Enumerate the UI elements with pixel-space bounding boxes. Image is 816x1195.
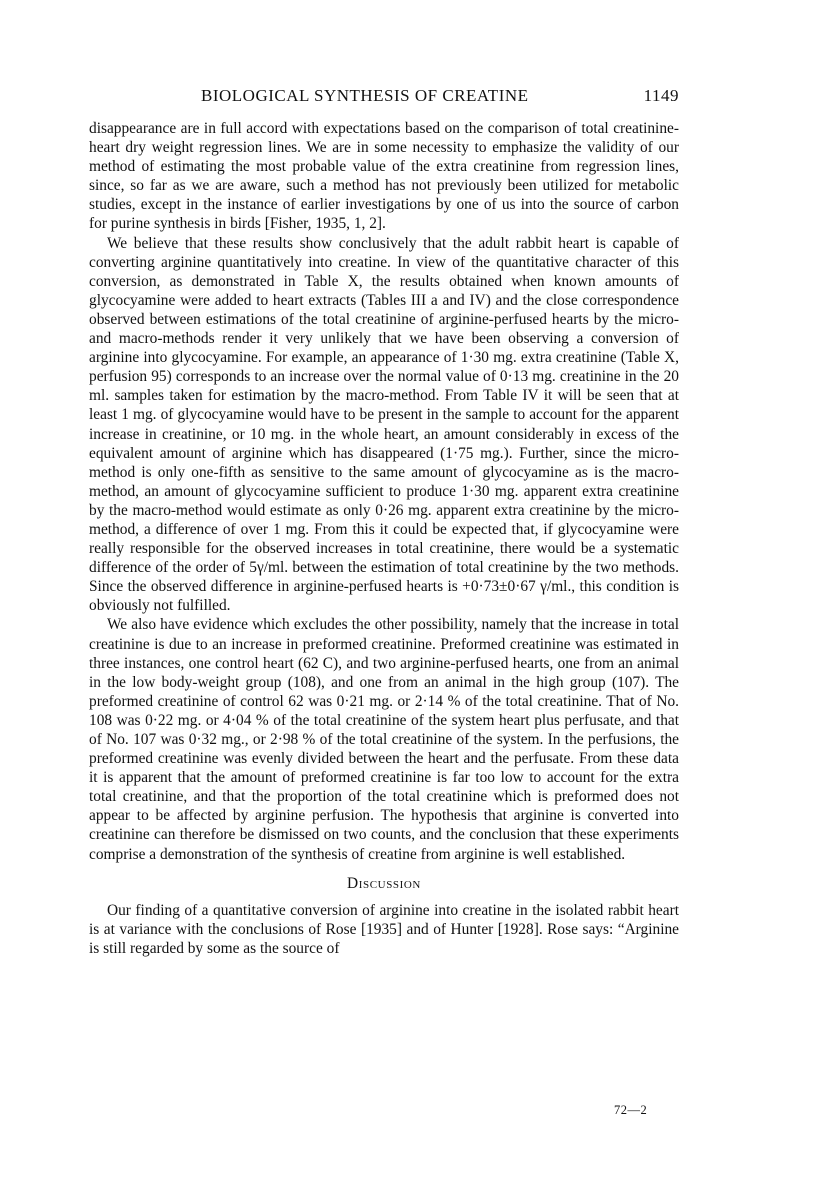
section-heading-discussion: Discussion [347,874,421,892]
paragraph-continued: disappearance are in full accord with expectations based on the comparison of total creatinine-heart dry weight regression lines. We are in some necessity to emphasize the validity of our method of estimating the most probable value of the extra creatinine from regression lines, since, so far as we are aware, such a method has not previously been utilized for metabolic studies, except in the instance of earlier investigations by one of us into the source of carbon for purine synthesis in birds [Fisher, 1935, 1, 2]. [89,120,679,233]
paragraph-arginine-conversion: We believe that these results show conclusively that the adult rabbit heart is capable of converting arginine quantitatively into creatine. In view of the quantitative character of this conversion, as demonstrated in Table X, the results obtained when known amounts of glycocyamine were added to heart extracts (Tables III a and IV) and the close correspondence observed between estimations of the total creatinine of arginine-perfused hearts by the micro- and macro-methods render it very unlikely that we have been observing a conversion of arginine into glycocyamine. For example, an appearance of 1·30 mg. extra creatinine (Table X, perfusion 95) corresponds to an increase over the normal value of 0·13 mg. creatinine in the 20 ml. samples taken for estimation by the macro-method. From Table IV it will be seen that at least 1 mg. of glycocyamine would have to be present in the sample to account for the apparent increase in creatinine, or 10 mg. in the whole heart, an amount considerably in excess of the equivalent amount of arginine which has disappeared (1·75 mg.). Further, since the micro-method is only one-fifth as sensitive to the same amount of glycocyamine as is the macro-method, an amount of glycocyamine sufficient to produce 1·30 mg. apparent extra creatinine by the macro-method would estimate as only 0·26 mg. apparent extra creatinine by the micro-method, a difference of over 1 mg. From this it could be expected that, if glycocyamine were really responsible for the observed increases in total creatinine, there would be a systematic difference of the order of 5γ/ml. between the estimation of total creatinine by the two methods. Since the observed difference in arginine-perfused hearts is +0·73±0·67 γ/ml., this condition is obviously not fulfilled. [89,234,679,615]
paragraph-discussion: Our finding of a quantitative conversion of arginine into creatine in the isolated rabbit heart is at variance with the conclusions of Rose [1935] and of Hunter [1928]. Rose says: “Arginine is still regarded by some as the source of [89,901,679,957]
running-title: BIOLOGICAL SYNTHESIS OF CREATINE [201,86,529,105]
paragraph-preformed-creatinine: We also have evidence which excludes the other possibility, namely that the increase in total creatinine is due to an increase in preformed creatinine. Preformed creatinine was estimated in three instances, one control heart (62 C), and two arginine-perfused hearts, one from an animal in the low body-weight group (108), and one from an animal in the high group (107). The preformed creatinine of control 62 was 0·21 mg. or 2·14 % of the total creatinine. That of No. 108 was 0·22 mg. or 4·04 % of the total creatinine of the system heart plus perfusate, and that of No. 107 was 0·32 mg., or 2·98 % of the total creatinine of the system. In the perfusions, the preformed creatinine was evenly divided between the heart and the perfusate. From these data it is apparent that the amount of preformed creatinine is far too low to account for the extra total creatinine, and that the proportion of the total creatinine which is preformed does not appear to be affected by arginine perfusion. The hypothesis that arginine is converted into creatinine can therefore be dismissed on two counts, and the conclusion that these experiments comprise a demonstration of the synthesis of creatine from arginine is well established. [89,616,679,863]
body-text [89,119,679,958]
page [89,86,679,958]
running-head [89,86,679,110]
signature-mark: 72—2 [614,1103,648,1117]
page-number: 1149 [643,86,679,105]
